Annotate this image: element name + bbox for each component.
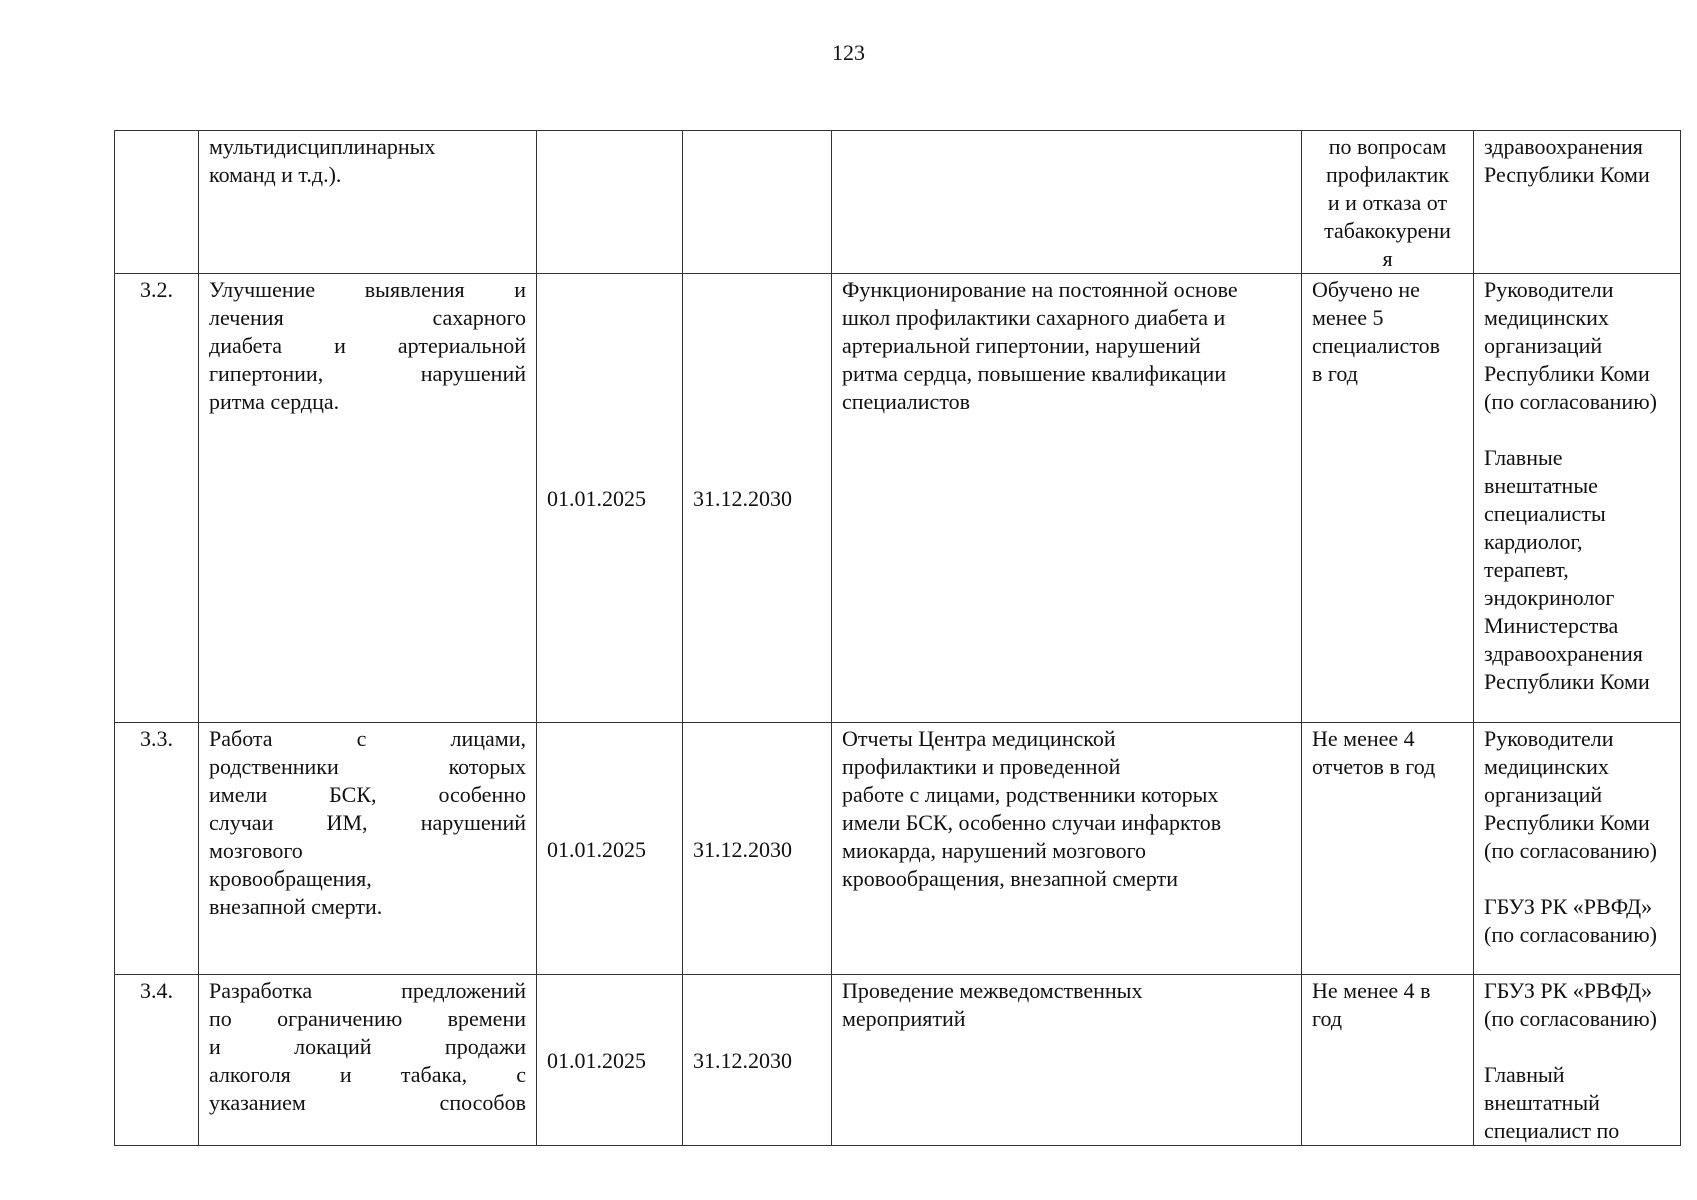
row-number: 3.4. [115,975,199,1146]
measure-description: мультидисциплинарных команд и т.д.). [199,131,537,274]
target-indicator: по вопросам профилактик и и отказа от табакокурени я [1302,131,1474,274]
table-row [115,131,1681,274]
measure-description: Разработка предложений по ограничению времени и локаций продажи алкоголя и табака, с указанием способов [199,975,537,1146]
end-date [683,131,832,274]
expected-result: Отчеты Центра медицинской профилактики и проведенной работе с лицами, родственники которых имели БСК, особенно случаи инфарктов миокарда, нарушений мозгового кровообращения, внезапной смерти [832,723,1302,975]
responsible-executor: Руководители медицинских организаций Республики Коми (по согласованию) ГБУЗ РК «РВФД» (по согласованию) [1474,723,1681,975]
action-plan-table [114,130,1681,1146]
page-number: 123 [832,40,865,65]
end-date: 31.12.2030 [683,975,832,1146]
target-indicator: Обучено не менее 5 специалистов в год [1302,274,1474,723]
responsible-executor: здравоохранения Республики Коми [1474,131,1681,274]
end-date: 31.12.2030 [683,274,832,723]
expected-result: Проведение межведомственных мероприятий [832,975,1302,1146]
row-number: 3.3. [115,723,199,975]
expected-result [832,131,1302,274]
start-date: 01.01.2025 [537,975,683,1146]
responsible-executor: ГБУЗ РК «РВФД» (по согласованию) Главный внештатный специалист по [1474,975,1681,1146]
end-date: 31.12.2030 [683,723,832,975]
row-number [115,131,199,274]
target-indicator: Не менее 4 отчетов в год [1302,723,1474,975]
table-row [115,274,1681,723]
table-row [115,723,1681,975]
target-indicator: Не менее 4 в год [1302,975,1474,1146]
table-row [115,975,1681,1146]
expected-result: Функционирование на постоянной основе школ профилактики сахарного диабета и артериальной гипертонии, нарушений ритма сердца, повышение квалификации специалистов [832,274,1302,723]
start-date [537,131,683,274]
start-date: 01.01.2025 [537,723,683,975]
row-number: 3.2. [115,274,199,723]
responsible-executor: Руководители медицинских организаций Республики Коми (по согласованию) Главные внештатные специалисты кардиолог, терапевт, эндокринолог Министерства здравоохранения Республики Коми [1474,274,1681,723]
measure-description: Улучшение выявления и лечения сахарного диабета и артериальной гипертонии, нарушений ритма сердца. [199,274,537,723]
measure-description: Работа с лицами, родственники которых имели БСК, особенно случаи ИМ, нарушений мозгового кровообращения, внезапной смерти. [199,723,537,975]
start-date: 01.01.2025 [537,274,683,723]
